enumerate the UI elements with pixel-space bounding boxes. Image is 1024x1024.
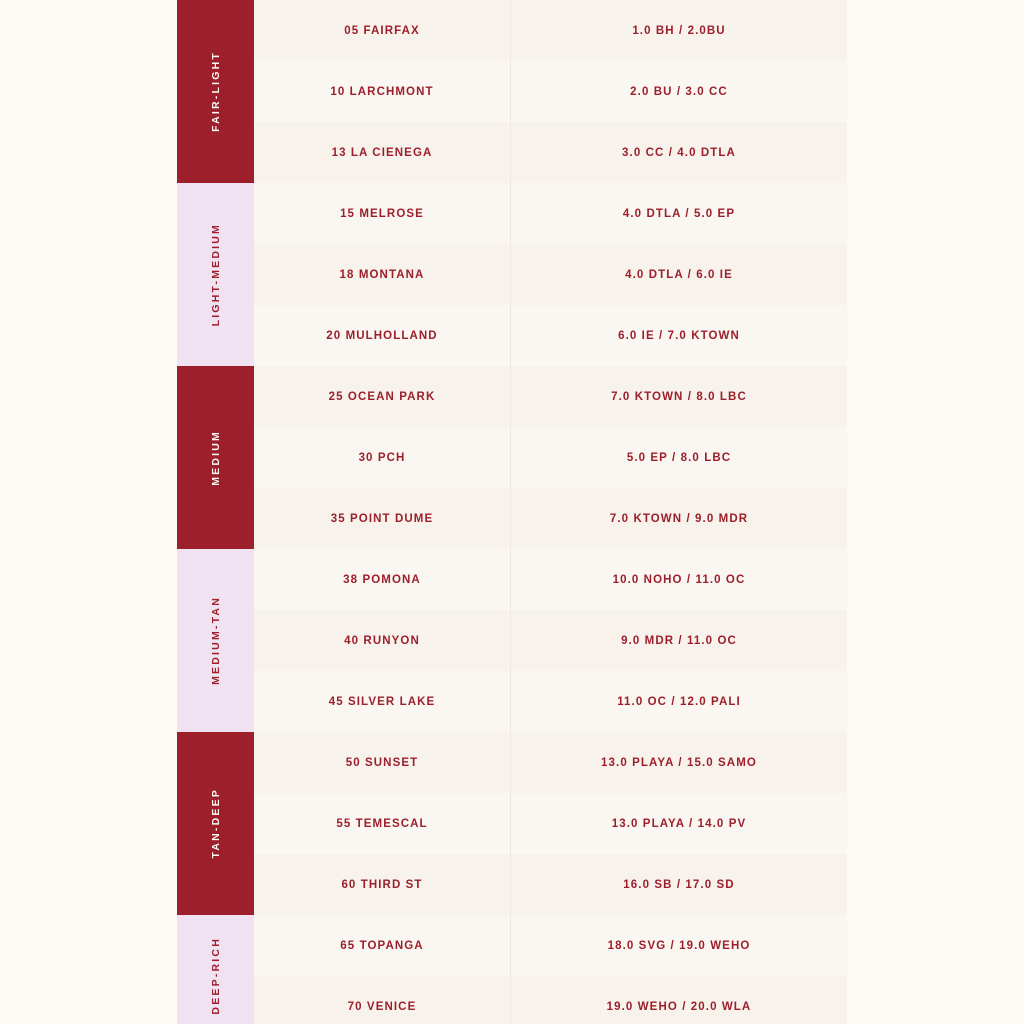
shade-group <box>177 732 847 915</box>
table-row <box>254 183 847 244</box>
shade-name-cell: 15 MELROSE <box>254 183 511 244</box>
shade-range-cell: 16.0 SB / 17.0 SD <box>623 878 735 891</box>
shade-name-cell: 65 TOPANGA <box>254 915 511 976</box>
shade-name-cell: 25 OCEAN PARK <box>254 366 511 427</box>
table-row <box>254 915 847 976</box>
group-label-text: LIGHT-MEDIUM <box>209 222 222 327</box>
shade-name-cell: 38 POMONA <box>254 549 511 610</box>
table-row <box>254 366 847 427</box>
shade-range-cell: 1.0 BH / 2.0BU <box>632 24 726 37</box>
shade-range-cell: 4.0 DTLA / 5.0 EP <box>622 207 736 220</box>
shade-range-cell: 13.0 PLAYA / 15.0 SAMO <box>601 756 757 769</box>
shade-range-cell: 11.0 OC / 12.0 PALI <box>617 695 741 708</box>
table-row <box>254 610 847 671</box>
shade-name-cell: 40 RUNYON <box>254 610 511 671</box>
group-label-text: TAN-DEEP <box>209 788 222 859</box>
shade-range-cell: 9.0 MDR / 11.0 OC <box>621 634 737 647</box>
table-row <box>254 0 847 61</box>
shade-name-cell: 55 TEMESCAL <box>254 793 511 854</box>
group-label <box>177 549 254 732</box>
table-row <box>254 732 847 793</box>
shade-range-cell: 3.0 CC / 4.0 DTLA <box>622 146 736 159</box>
table-row <box>254 976 847 1024</box>
group-label-text: MEDIUM <box>209 429 222 486</box>
group-rows <box>254 366 847 549</box>
table-row <box>254 854 847 915</box>
group-label-text: MEDIUM-TAN <box>209 596 222 685</box>
shade-name-cell: 30 PCH <box>254 427 511 488</box>
shade-range-cell: 10.0 NOHO / 11.0 OC <box>612 573 746 586</box>
shade-name-cell: 20 MULHOLLAND <box>254 305 511 366</box>
group-label <box>177 183 254 366</box>
shade-group <box>177 0 847 183</box>
group-rows <box>254 549 847 732</box>
table-row <box>254 488 847 549</box>
shade-range-cell: 13.0 PLAYA / 14.0 PV <box>611 817 747 830</box>
shade-name-cell: 18 MONTANA <box>254 244 511 305</box>
shade-name-cell: 50 SUNSET <box>254 732 511 793</box>
shade-range-cell: 4.0 DTLA / 6.0 IE <box>625 268 733 281</box>
shade-name-cell: 13 LA CIENEGA <box>254 122 511 183</box>
shade-group <box>177 183 847 366</box>
table-row <box>254 61 847 122</box>
group-rows <box>254 0 847 183</box>
shade-name-cell: 70 VENICE <box>254 976 511 1024</box>
group-label-text: FAIR-LIGHT <box>209 51 222 132</box>
group-label <box>177 366 254 549</box>
shade-name-cell: 45 SILVER LAKE <box>254 671 511 732</box>
group-label <box>177 915 254 1024</box>
shade-name-cell: 35 POINT DUME <box>254 488 511 549</box>
table-row <box>254 671 847 732</box>
table-row <box>254 244 847 305</box>
shade-name-cell: 10 LARCHMONT <box>254 61 511 122</box>
table-row <box>254 427 847 488</box>
table-row <box>254 549 847 610</box>
group-label <box>177 0 254 183</box>
shade-name-cell: 05 FAIRFAX <box>254 0 511 61</box>
table-row <box>254 793 847 854</box>
group-rows <box>254 183 847 366</box>
shade-group <box>177 915 847 1024</box>
shade-group <box>177 366 847 549</box>
shade-range-cell: 18.0 SVG / 19.0 WEHO <box>607 939 751 952</box>
group-rows <box>254 732 847 915</box>
shade-range-cell: 6.0 IE / 7.0 KTOWN <box>618 329 740 342</box>
shade-range-cell: 19.0 WEHO / 20.0 WLA <box>606 1000 752 1013</box>
group-label <box>177 732 254 915</box>
table-row <box>254 122 847 183</box>
shade-range-cell: 2.0 BU / 3.0 CC <box>630 85 728 98</box>
shade-range-cell: 5.0 EP / 8.0 LBC <box>626 451 732 464</box>
group-label-text: DEEP-RICH <box>209 937 222 1015</box>
shade-name-cell: 60 THIRD ST <box>254 854 511 915</box>
table-row <box>254 305 847 366</box>
shade-group <box>177 549 847 732</box>
shade-range-cell: 7.0 KTOWN / 9.0 MDR <box>609 512 749 525</box>
group-rows <box>254 915 847 1024</box>
shade-range-table <box>177 0 847 1024</box>
shade-range-cell: 7.0 KTOWN / 8.0 LBC <box>611 390 747 403</box>
